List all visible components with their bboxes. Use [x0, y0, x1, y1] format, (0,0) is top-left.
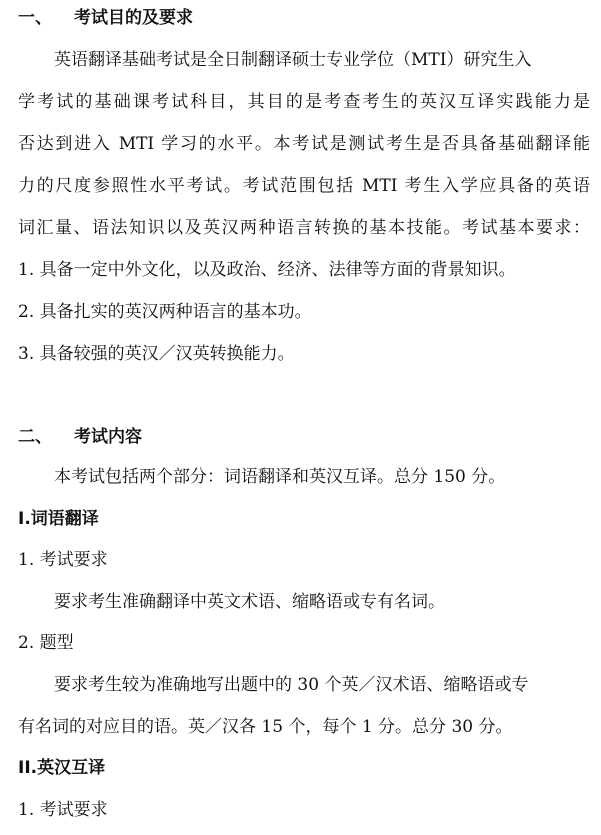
section1-para-line-2: 学考试的基础课考试科目，其目的是考查考生的英汉互译实践能力是	[18, 92, 590, 112]
part1-item2-line-2: 有名词的对应目的语。英／汉各 15 个，每个 1 分。总分 30 分。	[18, 717, 513, 737]
section1-heading	[18, 8, 601, 28]
section1-para-line-4: 力的尺度参照性水平考试。考试范围包括 MTI 考生入学应具备的英语	[18, 176, 590, 196]
part1-item2-line-1: 要求考生较为准确地写出题中的 30 个英／汉术语、缩略语或专	[54, 675, 529, 695]
part1-item2-label: 2. 题型	[18, 633, 74, 653]
section2-intro: 本考试包括两个部分：词语翻译和英汉互译。总分 150 分。	[54, 467, 506, 487]
section1-number: 一、	[18, 8, 52, 28]
section2-title: 考试内容	[74, 427, 142, 447]
part1-item1-text: 要求考生准确翻译中英文术语、缩略语或专有名词。	[54, 592, 445, 612]
requirement-item-2: 2. 具备扎实的英汉两种语言的基本功。	[18, 302, 312, 322]
section2-number: 二、	[18, 427, 52, 447]
section1-para-line-3: 否达到进入 MTI 学习的水平。本考试是测试考生是否具备基础翻译能	[18, 134, 590, 154]
part2-item1-label: 1. 考试要求	[18, 800, 108, 820]
section2-heading	[18, 427, 601, 447]
section1-para-line-1: 英语翻译基础考试是全日制翻译硕士专业学位（MTI）研究生入	[54, 50, 532, 70]
requirement-item-1: 1. 具备一定中外文化，以及政治、经济、法律等方面的背景知识。	[18, 260, 516, 280]
requirement-item-3: 3. 具备较强的英汉／汉英转换能力。	[18, 344, 295, 364]
part1-heading: I.词语翻译	[18, 509, 99, 529]
part1-item1-label: 1. 考试要求	[18, 550, 108, 570]
part2-heading: II.英汉互译	[18, 758, 106, 778]
section1-title: 考试目的及要求	[74, 8, 193, 28]
section1-para-line-5: 词汇量、语法知识以及英汉两种语言转换的基本技能。考试基本要求：	[18, 218, 590, 238]
